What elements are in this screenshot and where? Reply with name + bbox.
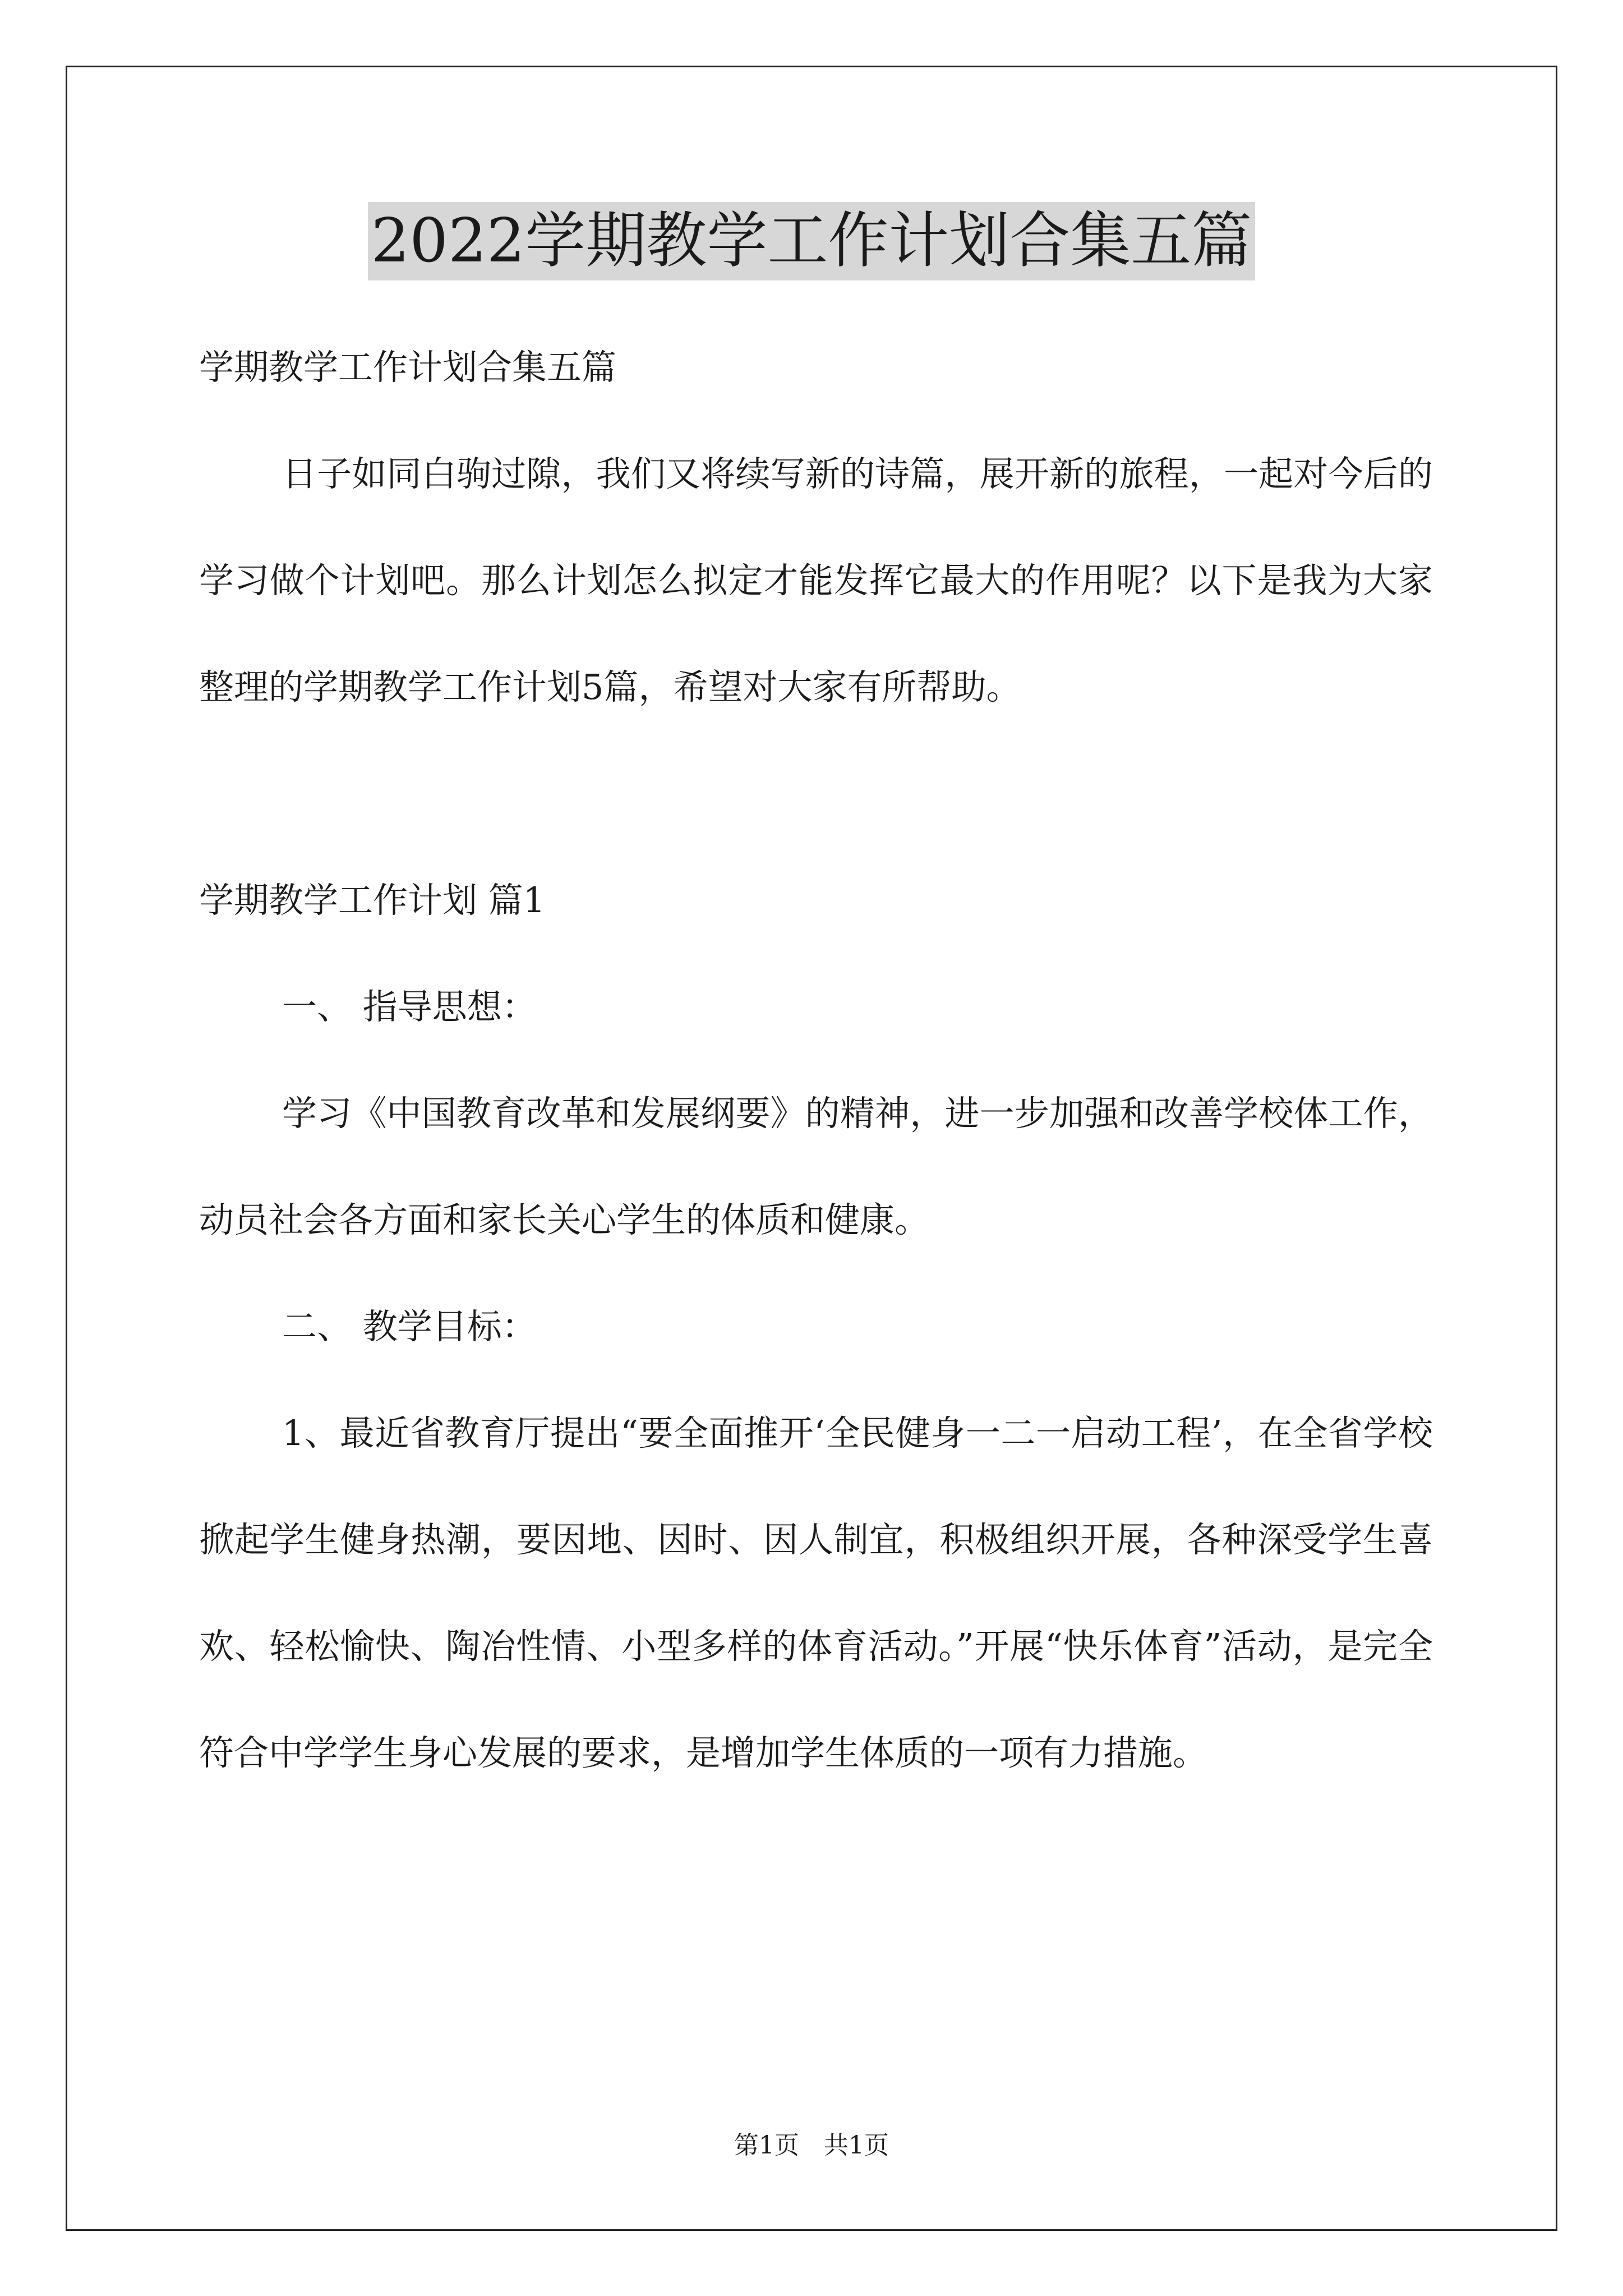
section-heading: 学期教学工作计划 篇1	[199, 880, 546, 921]
page-footer: 第1页 共1页	[734, 2131, 889, 2160]
intro-paragraph: 日子如同白驹过隙，我们又将续写新的诗篇，展开新的旅程，一起对今后的学习做个计划吧。那么计划怎么拟定才能发挥它最大的作用呢？以下是我为大家整理的学期教学工作计划5篇，希望对大家有所帮助。	[199, 453, 1433, 707]
heading-guiding-ideology: 一、 指导思想：	[282, 986, 537, 1027]
document-body	[199, 314, 1433, 1806]
paragraph-guiding-ideology: 学习《中国教育改革和发展纲要》的精神，进一步加强和改善学校体工作，动员社会各方面和家长关心学生的体质和健康。	[199, 1093, 1433, 1240]
document-subtitle: 学期教学工作计划合集五篇	[199, 347, 617, 388]
document-title	[0, 202, 1623, 280]
paragraph-teaching-goals: 1、最近省教育厅提出“要全面推开‘全民健身一二一启动工程’，在全省学校掀起学生健身热潮，要因地、因时、因人制宜，积极组织开展，各种深受学生喜欢、轻松愉快、陶冶性情、小型多样的体育活动。”开展“快乐体育”活动，是完全符合中学学生身心发展的要求，是增加学生体质的一项有力措施。	[199, 1412, 1433, 1773]
heading-teaching-goals: 二、 教学目标：	[282, 1306, 537, 1347]
blank-line	[199, 740, 1433, 847]
document-title-text: 2022学期教学工作计划合集五篇	[368, 202, 1256, 280]
